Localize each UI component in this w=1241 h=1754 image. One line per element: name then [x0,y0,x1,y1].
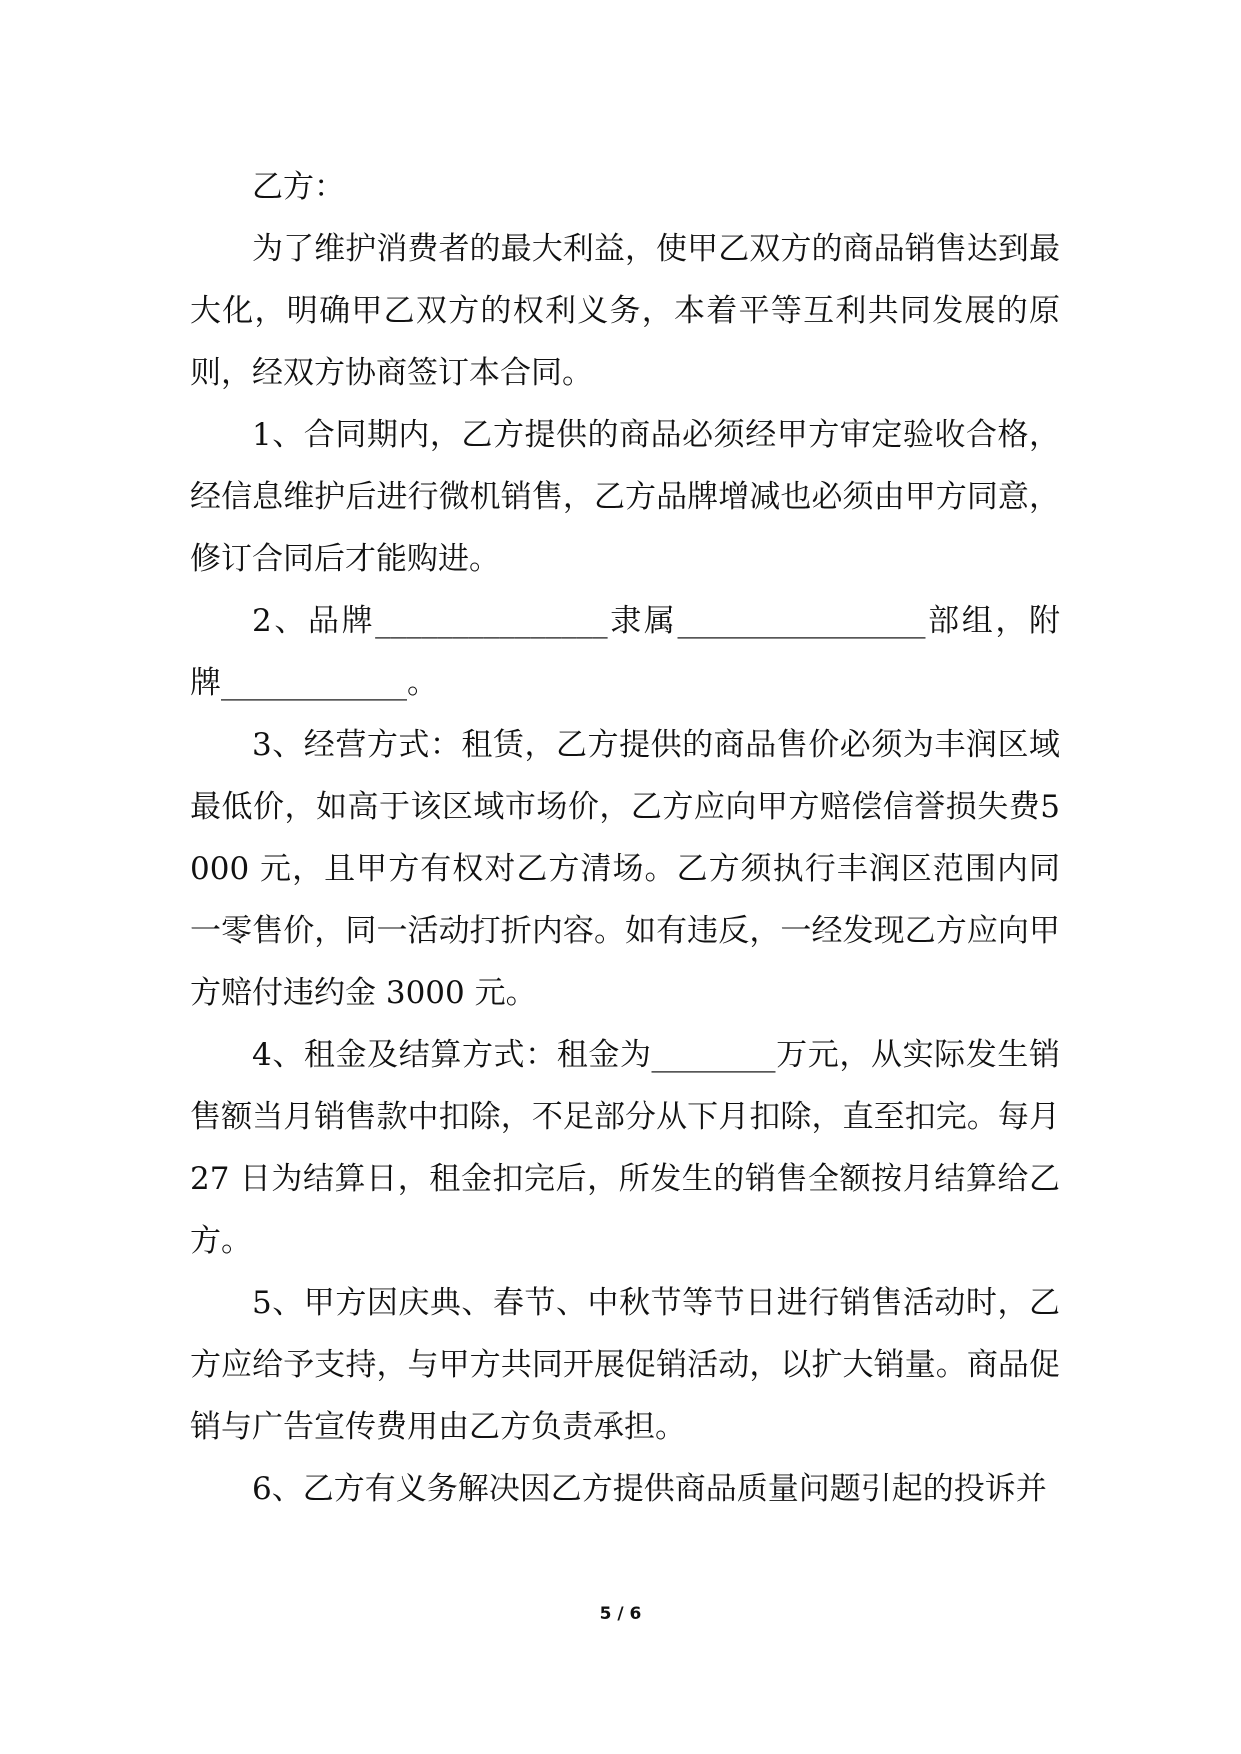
paragraph-clause-3: 3、经营方式：租赁，乙方提供的商品售价必须为丰润区域最低价，如高于该区域市场价，乙方应向甲方赔偿信誉损失费5000 元，且甲方有权对乙方清场。乙方须执行丰润区范围内同一零售价，同一活动打折内容。如有违反，一经发现乙方应向甲方赔付违约金 3000 元。 [190,727,1060,1011]
paragraph-clause-5: 5、甲方因庆典、春节、中秋节等节日进行销售活动时，乙方应给予支持，与甲方共同开展促销活动，以扩大销量。商品促销与广告宣传费用由乙方负责承担。 [190,1285,1060,1445]
page-number: 5 / 6 [599,1604,642,1624]
paragraph-clause-2: 2、品牌_______________隶属________________部组，附牌____________。 [190,603,1060,701]
paragraph-preamble: 为了维护消费者的最大利益，使甲乙双方的商品销售达到最大化，明确甲乙双方的权利义务，本着平等互利共同发展的原则，经双方协商签订本合同。 [190,231,1060,391]
paragraph-clause-6: 6、乙方有义务解决因乙方提供商品质量问题引起的投诉并 [252,1471,1047,1507]
document-body [190,156,1060,1520]
paragraph-party-b: 乙方： [252,169,345,205]
paragraph-clause-4: 4、租金及结算方式：租金为________万元，从实际发生销售额当月销售款中扣除，不足部分从下月扣除，直至扣完。每月27 日为结算日，租金扣完后，所发生的销售全额按月结算给乙方。 [190,1037,1060,1259]
paragraph-clause-1: 1、合同期内，乙方提供的商品必须经甲方审定验收合格，经信息维护后进行微机销售，乙方品牌增减也必须由甲方同意，修订合同后才能购进。 [190,417,1060,577]
